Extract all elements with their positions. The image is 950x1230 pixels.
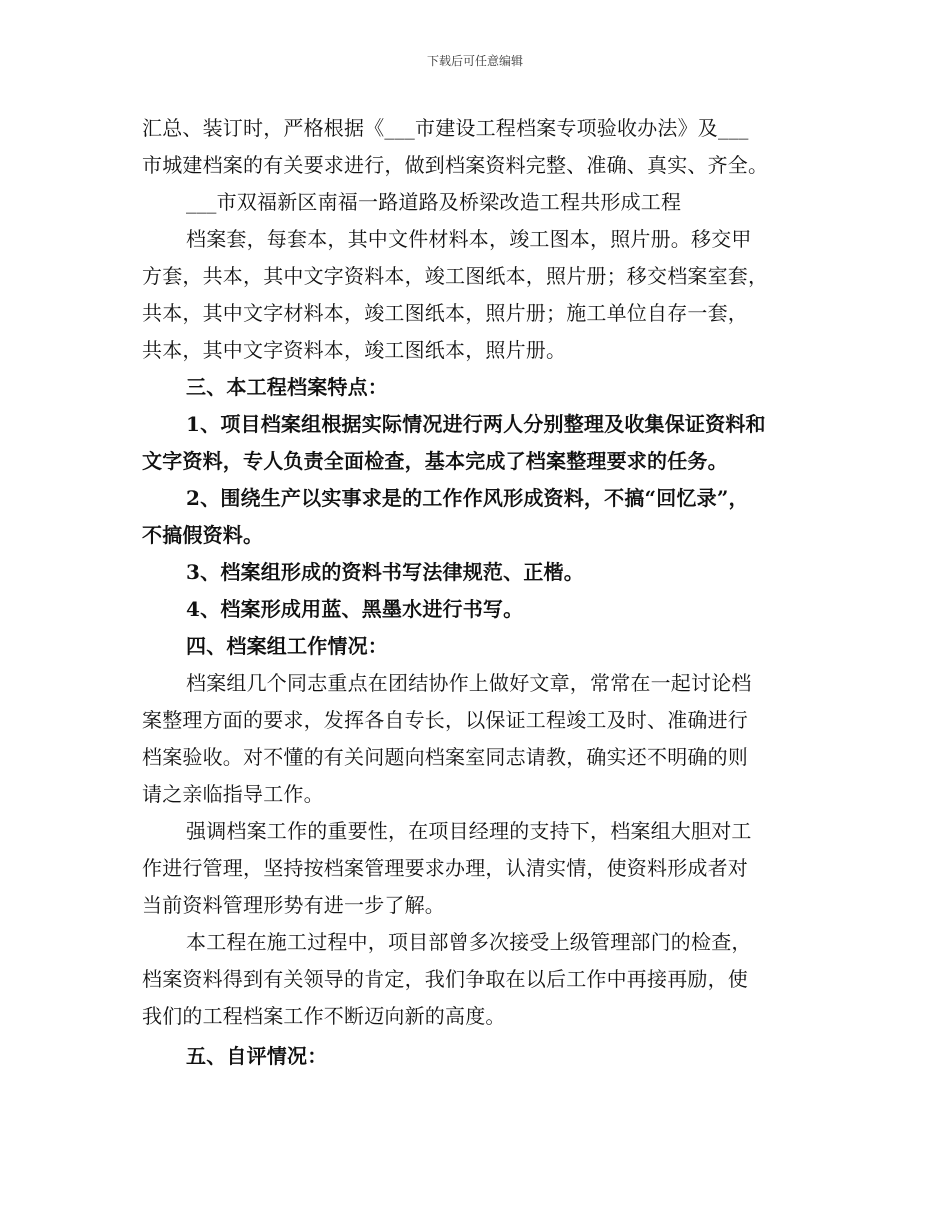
paragraph-line: 当前资料管理形势有进一步了解。: [142, 893, 445, 917]
paragraph-line: 本工程在施工过程中，项目部曾多次接受上级管理部门的检查，: [186, 930, 752, 954]
list-item-continued: 不搞假资料。: [142, 523, 264, 547]
paragraph-line: ___市双福新区南福一路道路及桥梁改造工程共形成工程: [186, 190, 682, 214]
paragraph-line: 案整理方面的要求，发挥各自专长，以保证工程竣工及时、准确进行: [142, 708, 748, 732]
list-item-continued: 文字资料，专人负责全面检查，基本完成了档案整理要求的任务。: [142, 449, 728, 473]
list-item: 3、档案组形成的资料书写法律规范、正楷。: [186, 560, 584, 584]
paragraph-line: 档案套，每套本，其中文件材料本，竣工图本，照片册。移交甲: [186, 227, 752, 251]
paragraph-line: 共本，其中文字资料本，竣工图纸本，照片册。: [142, 338, 567, 362]
paragraph-line: 强调档案工作的重要性，在项目经理的支持下，档案组大胆对工: [186, 819, 752, 843]
paragraph-line: 共本，其中文字材料本，竣工图纸本，照片册；施工单位自存一套，: [142, 301, 748, 325]
paragraph-line: 请之亲临指导工作。: [142, 782, 324, 806]
section-heading: 三、本工程档案特点：: [186, 375, 388, 399]
paragraph-line: 档案资料得到有关领导的肯定，我们争取在以后工作中再接再励，使: [142, 967, 748, 991]
section-heading: 五、自评情况：: [186, 1044, 328, 1068]
paragraph-line: 汇总、装订时，严格根据《___市建设工程档案专项验收办法》及___: [142, 116, 749, 140]
section-heading: 四、档案组工作情况：: [186, 634, 388, 658]
paragraph-line: 档案组几个同志重点在团结协作上做好文章，常常在一起讨论档: [186, 671, 752, 695]
paragraph-line: 方套，共本，其中文字资料本，竣工图纸本，照片册；移交档案室套，: [142, 264, 769, 288]
paragraph-line: 档案验收。对不懂的有关问题向档案室同志请教，确实还不明确的则: [142, 745, 748, 769]
page-header: 下载后可任意编辑: [426, 54, 523, 68]
paragraph-line: 作进行管理，坚持按档案管理要求办理，认清实情，使资料形成者对: [142, 856, 748, 880]
list-item: 2、围绕生产以实事求是的工作作风形成资料，不搞“回忆录”，: [186, 486, 749, 510]
list-item: 1、项目档案组根据实际情况进行两人分别整理及收集保证资料和: [186, 412, 766, 436]
list-item: 4、档案形成用蓝、黑墨水进行书写。: [186, 597, 524, 621]
paragraph-line: 市城建档案的有关要求进行，做到档案资料完整、准确、真实、齐全。: [142, 153, 769, 177]
paragraph-line: 我们的工程档案工作不断迈向新的高度。: [142, 1004, 506, 1028]
